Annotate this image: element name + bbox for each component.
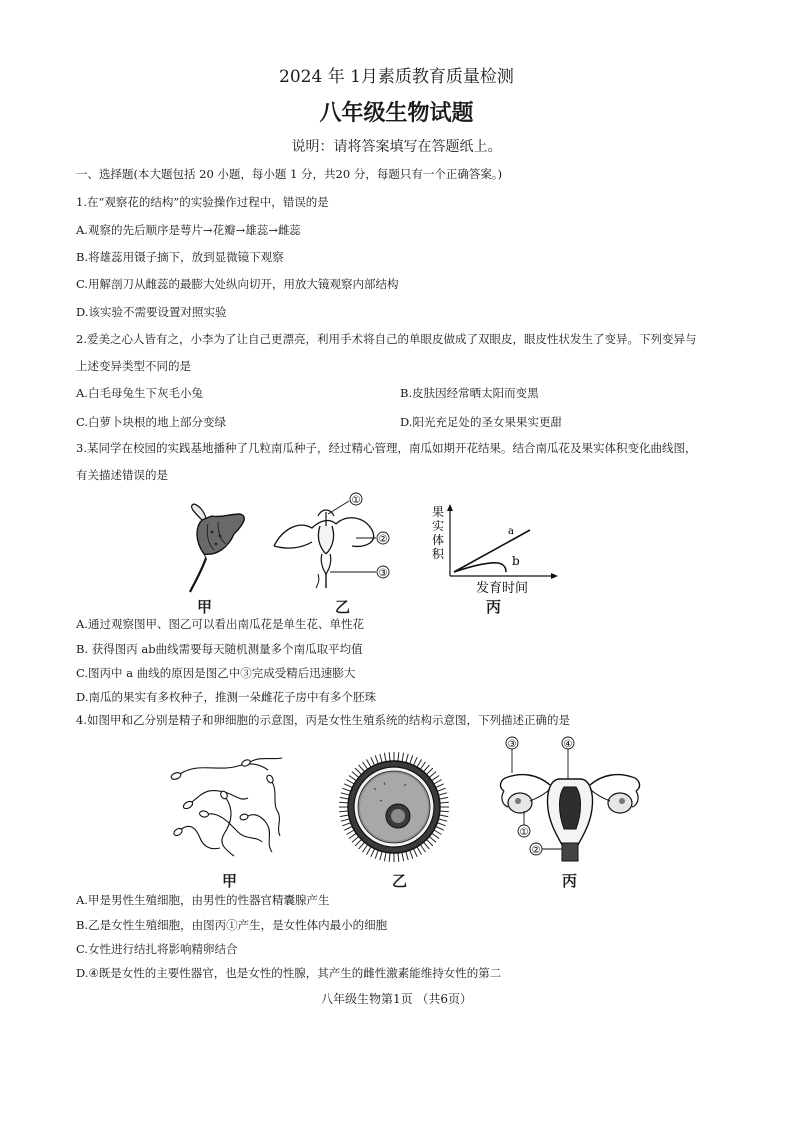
q3-marker-2: ② [378, 534, 388, 545]
q2-stem-line1: 2.爱美之心人皆有之，小李为了让自己更漂亮，利用手术将自己的单眼皮做成了双眼皮，眼皮性状发生了变异。下列变异与 [76, 332, 697, 346]
q1-option-a: A.观察的先后顺序是萼片→花瓣→雄蕊→雌蕊 [76, 223, 301, 237]
q3-caption-yi: 乙 [335, 598, 351, 616]
q4-caption-yi: 乙 [392, 872, 408, 890]
y-label-char-3: 体 [431, 533, 445, 547]
q2-option-c: C.白萝卜块根的地上部分变绿 [76, 415, 227, 429]
y-label-char-4: 积 [431, 547, 445, 561]
q1-option-b: B.将雄蕊用镊子摘下，放到显微镜下观察 [76, 250, 284, 264]
q3-stem-line2: 有关描述错误的是 [76, 468, 168, 482]
q2-option-a: A.白毛母兔生下灰毛小兔 [76, 386, 203, 400]
q4-caption-jia: 甲 [222, 872, 238, 890]
instruction-note: 说明：请将答案填写在答题纸上。 [291, 139, 502, 155]
q4-figure-bing-female-reproductive [490, 733, 650, 865]
q3-option-b: B. 获得图丙 ab曲线需要每天随机测量多个南瓜取平均值 [76, 642, 363, 656]
q3-figure-bing-graph [426, 500, 560, 596]
q3-caption-bing: 丙 [486, 598, 502, 616]
q4-caption-bing: 丙 [562, 872, 578, 890]
q1-stem: 1.在“观察花的结构”的实验操作过程中，错误的是 [76, 195, 329, 209]
q1-option-c: C.用解剖刀从雌蕊的最膨大处纵向切开，用放大镜观察内部结构 [76, 277, 399, 291]
section-heading: 一、选择题(本大题包括 20 小题，每小题 1 分，共20 分，每题只有一个正确答案。) [76, 167, 503, 181]
y-label-char-1: 果 [431, 505, 445, 519]
q4-option-a: A.甲是男性生殖细胞，由男性的性器官精囊腺产生 [76, 893, 330, 907]
exam-header-line: 2024 年 1月素质教育质量检测 [279, 67, 514, 87]
q3-option-d: D.南瓜的果实有多枚种子，推测一朵雌花子房中有多个胚珠 [76, 690, 376, 704]
q4-figure-jia-sperm [168, 752, 294, 862]
q3-stem-line1: 3.某同学在校园的实践基地播种了几粒南瓜种子，经过精心管理，南瓜如期开花结果。结合南瓜花及果实体积变化曲线图， [76, 441, 697, 455]
q3-option-a: A.通过观察图甲、图乙可以看出南瓜花是单生花、单性花 [76, 617, 364, 631]
y-label-char-2: 实 [431, 519, 445, 533]
q2-option-d: D.阳光充足处的圣女果果实更甜 [400, 415, 562, 429]
q4-marker-1: ① [519, 827, 529, 838]
page-title: 八年级生物试题 [319, 100, 474, 126]
q4-stem: 4.如图甲和乙分别是精子和卵细胞的示意图，丙是女性生殖系统的结构示意图，下列描述正确的是 [76, 713, 570, 727]
q3-option-c: C.图丙中 a 曲线的原因是图乙中③完成受精后迅速膨大 [76, 666, 356, 680]
q3-marker-1: ① [351, 495, 361, 506]
x-axis-label: 发育时间 [475, 581, 529, 596]
q4-marker-2: ② [531, 845, 541, 856]
page-footer: 八年级生物第1页 （共6页） [320, 992, 473, 1006]
q3-figure-jia-flower [172, 500, 257, 595]
curve-a-label: a [508, 526, 514, 537]
q3-marker-3: ③ [378, 568, 388, 579]
curve-b-label: b [512, 554, 520, 568]
q4-option-d: D.④既是女性的主要性器官，也是女性的性腺，其产生的雌性激素能维持女性的第二 [76, 966, 502, 980]
q3-caption-jia: 甲 [197, 598, 213, 616]
q4-option-c: C.女性进行结扎将影响精卵结合 [76, 942, 238, 956]
q3-figure-yi-flower-section [268, 490, 398, 590]
q4-figure-yi-egg-cell [334, 748, 454, 866]
q4-option-b: B.乙是女性生殖细胞，由图丙①产生，是女性体内最小的细胞 [76, 918, 388, 932]
q1-option-d: D.该实验不需要设置对照实验 [76, 305, 227, 319]
q4-marker-3: ③ [507, 739, 517, 750]
q2-stem-line2: 上述变异类型不同的是 [76, 359, 191, 373]
q4-marker-4: ④ [563, 739, 573, 750]
q2-option-b: B.皮肤因经常晒太阳而变黑 [400, 386, 539, 400]
